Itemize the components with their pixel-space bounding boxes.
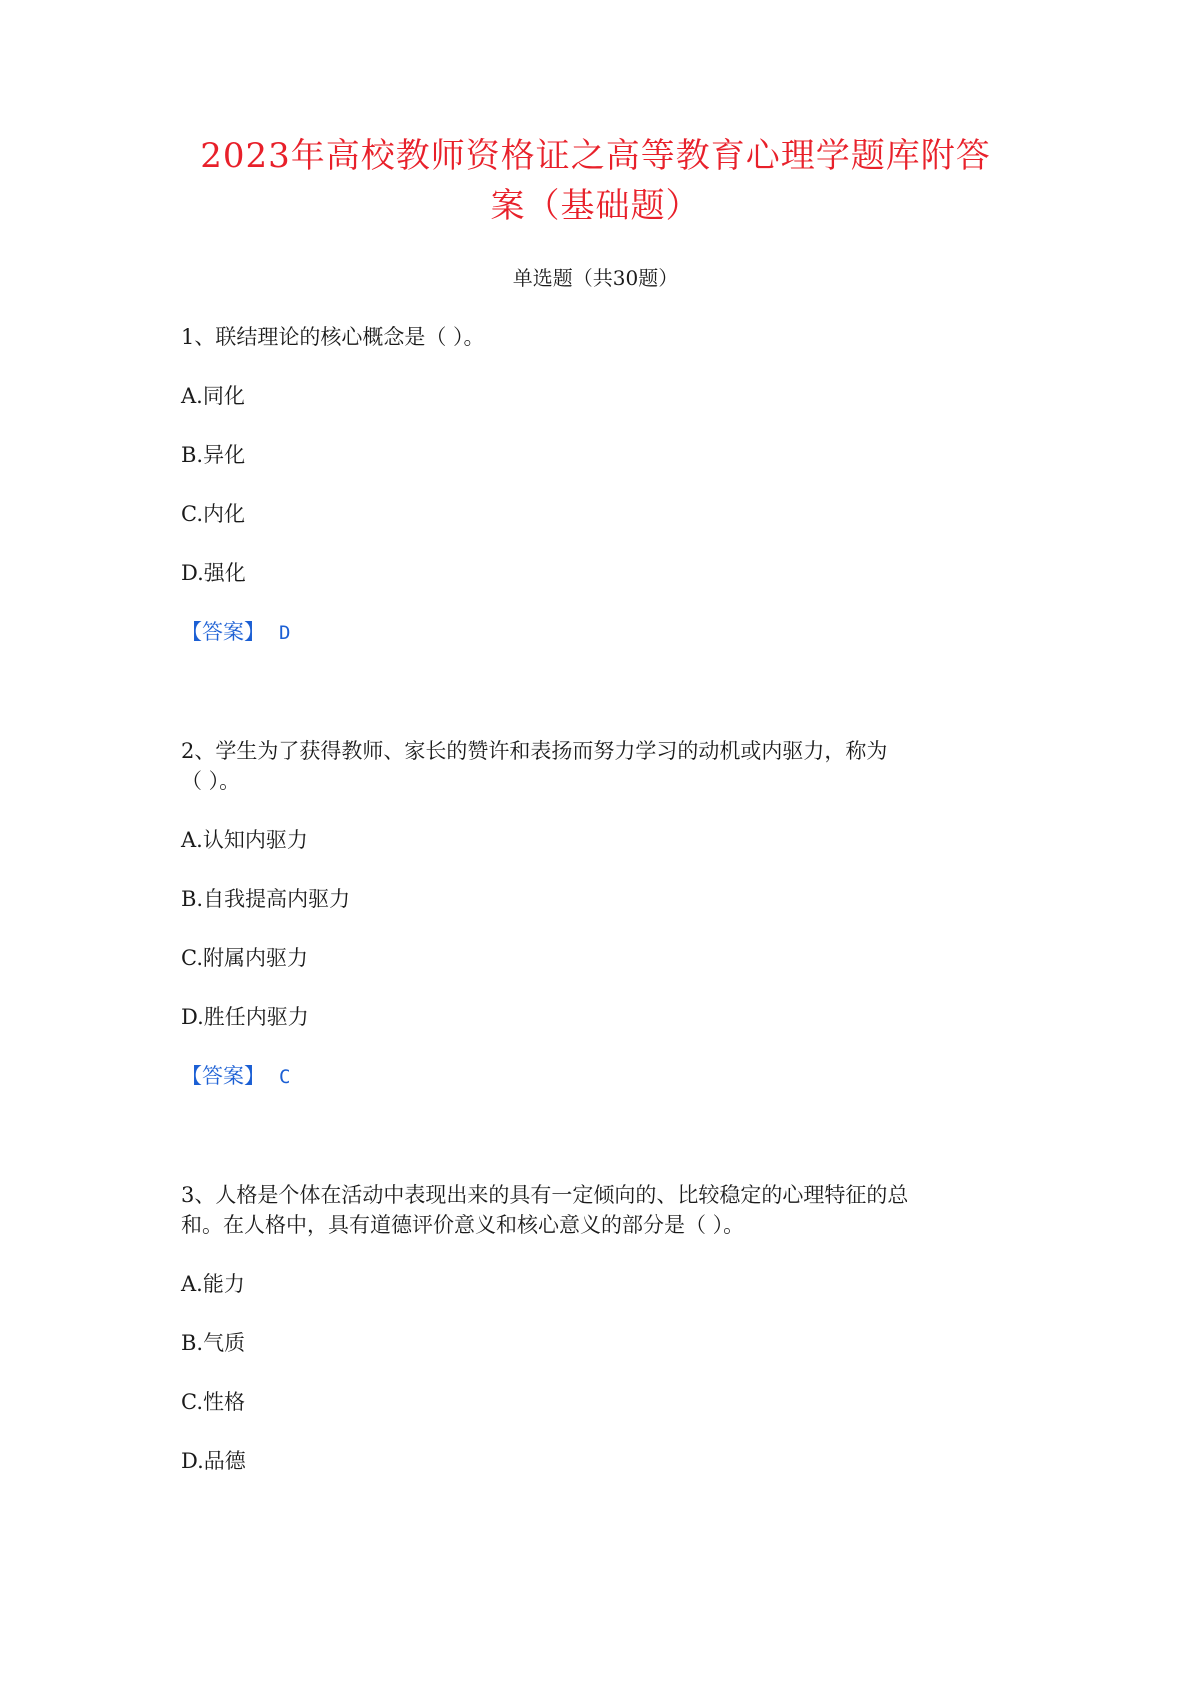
question-1-option-c: C.内化 xyxy=(181,502,245,526)
question-1-option-d: D.强化 xyxy=(181,561,246,585)
question-1-stem: 1、联结理论的核心概念是（ ）。 xyxy=(181,325,485,349)
question-1-answer xyxy=(181,617,290,648)
question-2-stem-line-2: （ ）。 xyxy=(181,769,241,793)
question-2-option-c: C.附属内驱力 xyxy=(181,946,308,970)
question-3-option-b: B.气质 xyxy=(181,1331,246,1355)
question-3-stem-line-2: 和。在人格中，具有道德评价意义和核心意义的部分是（ ）。 xyxy=(181,1213,745,1237)
question-3-option-a: A.能力 xyxy=(181,1272,245,1296)
answer-label: 【答案】 xyxy=(181,1064,265,1088)
answer-value: C xyxy=(279,1066,291,1088)
question-2-stem-line-1: 2、学生为了获得教师、家长的赞许和表扬而努力学习的动机或内驱力，称为 xyxy=(181,739,888,763)
page-title-line-1: 2023年高校教师资格证之高等教育心理学题库附答 xyxy=(200,136,991,176)
answer-value: D xyxy=(279,622,291,644)
question-1-option-a: A.同化 xyxy=(181,384,245,408)
question-2-answer xyxy=(181,1061,290,1092)
answer-label: 【答案】 xyxy=(181,620,265,644)
question-1-option-b: B.异化 xyxy=(181,443,246,467)
page-title-line-2: 案（基础题） xyxy=(490,186,701,226)
question-3-stem-line-1: 3、人格是个体在活动中表现出来的具有一定倾向的、比较稳定的心理特征的总 xyxy=(181,1183,909,1207)
question-2-option-a: A.认知内驱力 xyxy=(181,828,308,852)
question-3-option-d: D.品德 xyxy=(181,1449,246,1473)
section-heading: 单选题（共30题） xyxy=(512,266,679,290)
question-2-option-b: B.自我提高内驱力 xyxy=(181,887,351,911)
question-3-option-c: C.性格 xyxy=(181,1390,245,1414)
question-2-option-d: D.胜任内驱力 xyxy=(181,1005,309,1029)
